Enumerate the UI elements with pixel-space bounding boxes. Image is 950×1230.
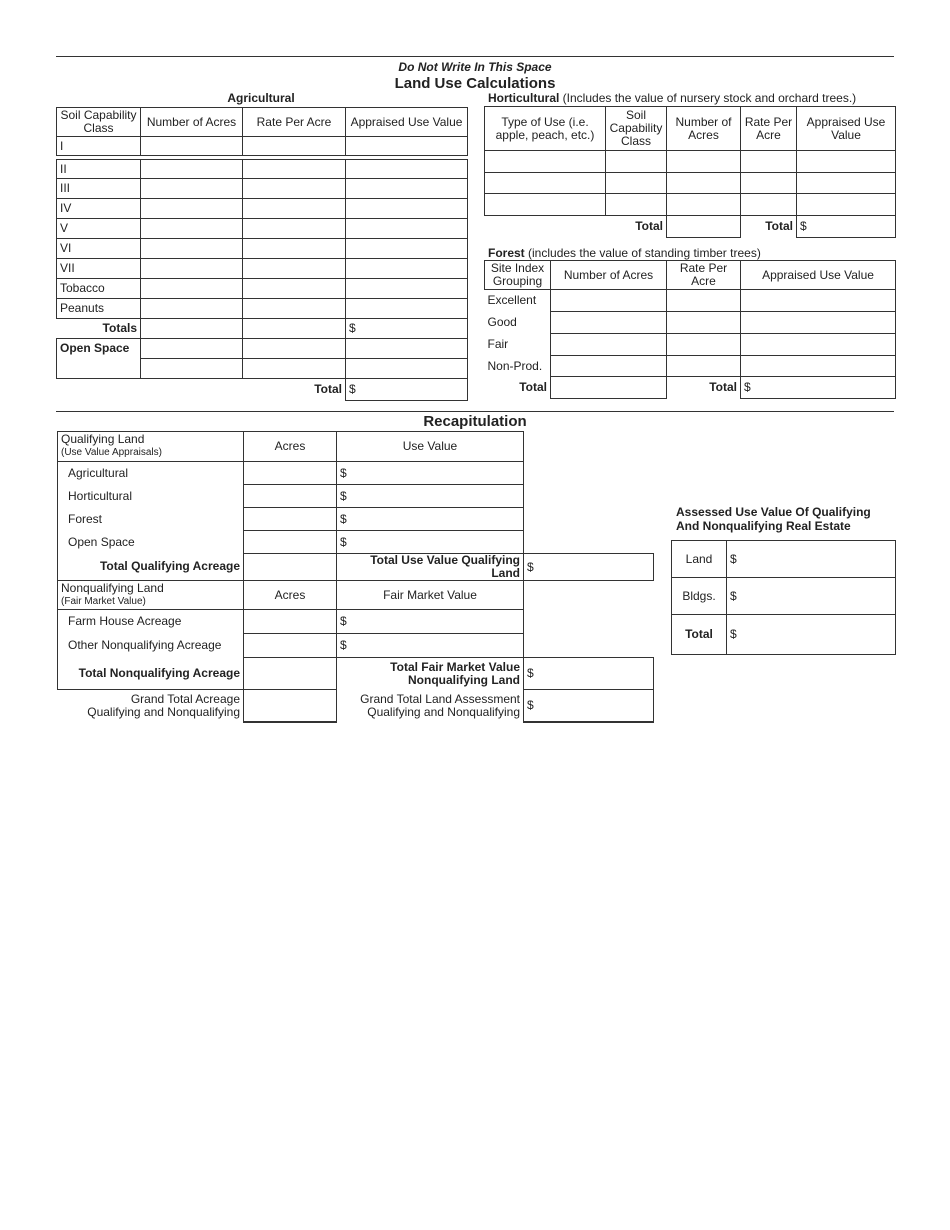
total-qualifying-acreage[interactable] [244, 554, 337, 581]
agri-acres-cell[interactable] [141, 279, 243, 299]
agri-acres-cell[interactable] [141, 137, 243, 156]
agricultural-heading: Agricultural [227, 91, 295, 105]
qualifying-value-cell[interactable] [337, 508, 524, 531]
hort-total-acres-label: Total [635, 219, 663, 234]
dollar-sign: $ [340, 614, 347, 628]
qualifying-row-label: Agricultural [58, 462, 244, 485]
qualifying-land-sub: (Use Value Appraisals) [61, 447, 162, 458]
agri-rate-cell[interactable] [243, 239, 346, 259]
nonqualifying-land-header [58, 581, 244, 610]
agri-row-label: IV [57, 199, 141, 219]
hort-total-acres[interactable] [667, 216, 741, 238]
assessed-row-label: Land [672, 541, 727, 578]
agri-acres-cell[interactable] [141, 239, 243, 259]
open-space-rate[interactable] [243, 339, 346, 359]
forest-heading-title: Forest [488, 246, 525, 260]
agri-value-cell[interactable] [346, 259, 468, 279]
recap-title: Recapitulation [423, 413, 527, 430]
agri-col-value: Appraised Use Value [346, 108, 468, 137]
open-space-rate[interactable] [243, 359, 346, 379]
hort-rate-cell[interactable] [741, 151, 797, 173]
forest-table [484, 260, 896, 399]
agri-rate-cell[interactable] [243, 299, 346, 319]
hort-value-cell[interactable] [797, 194, 896, 216]
agri-row-label: VII [57, 259, 141, 279]
hort-acres-cell[interactable] [667, 173, 741, 194]
forest-value-cell[interactable] [741, 290, 896, 312]
qualifying-acres-cell[interactable] [244, 485, 337, 508]
agri-rate-cell[interactable] [243, 179, 346, 199]
grand-total-assessment[interactable] [524, 690, 654, 722]
open-space-value[interactable] [346, 359, 468, 379]
nonqualifying-acres-cell[interactable] [244, 610, 337, 634]
agri-rate-cell[interactable] [243, 199, 346, 219]
dollar-sign: $ [340, 534, 347, 549]
hort-acres-cell[interactable] [667, 151, 741, 173]
total-fmv-label-line2: Nonqualifying Land [408, 672, 520, 687]
top-rule [56, 56, 894, 57]
total-use-value-label: Total Use Value Qualifying Land [337, 554, 524, 581]
forest-value-cell[interactable] [741, 356, 896, 377]
horticultural-heading-note: (Includes the value of nursery stock and orchard trees.) [559, 91, 857, 105]
forest-col-rate: Rate Per Acre [667, 261, 741, 290]
forest-row-label: Excellent [487, 293, 537, 308]
agri-acres-cell[interactable] [141, 299, 243, 319]
forest-total-value[interactable] [741, 377, 896, 399]
dollar-sign: $ [730, 588, 737, 603]
nonqualifying-row-label: Other Nonqualifying Acreage [58, 634, 244, 658]
agri-acres-cell[interactable] [141, 199, 243, 219]
hort-value-cell[interactable] [797, 151, 896, 173]
assessed-row-label: Bldgs. [672, 578, 727, 615]
dollar-sign: $ [527, 666, 534, 680]
recap-col-fmv: Fair Market Value [337, 581, 524, 610]
qualifying-value-cell[interactable] [337, 531, 524, 554]
forest-rate-cell[interactable] [667, 334, 741, 356]
dollar-sign: $ [340, 511, 347, 526]
agri-value-cell[interactable] [346, 299, 468, 319]
agri-value-cell[interactable] [346, 239, 468, 259]
dollar-sign: $ [744, 380, 751, 394]
hort-rate-cell[interactable] [741, 194, 797, 216]
hort-type-cell[interactable] [485, 173, 606, 194]
total-fmv-label [337, 658, 524, 690]
office-use-notice: Do Not Write In This Space [398, 60, 552, 74]
forest-row-label: Good [487, 315, 517, 329]
agri-acres-cell[interactable] [141, 219, 243, 239]
agri-col-acres: Number of Acres [141, 108, 243, 137]
assessed-land-value[interactable] [727, 541, 896, 578]
hort-col-type: Type of Use (i.e. apple, peach, etc.) [485, 107, 606, 151]
total-fmv[interactable] [524, 658, 654, 690]
forest-col-acres: Number of Acres [551, 261, 667, 290]
agri-value-cell[interactable] [346, 279, 468, 299]
assessed-total-value[interactable] [727, 615, 896, 655]
forest-row-label: Non-Prod. [487, 358, 543, 373]
grand-total-acreage-label [58, 690, 244, 722]
forest-acres-cell[interactable] [551, 356, 667, 377]
assessed-table [671, 540, 896, 655]
recap-rule [56, 411, 894, 412]
forest-rate-cell[interactable] [667, 312, 741, 334]
agri-row-label: II [57, 160, 141, 179]
horticultural-heading-title: Horticultural [488, 91, 560, 105]
dollar-sign: $ [527, 697, 534, 712]
nonqualifying-land-label: Nonqualifying Land [61, 581, 164, 595]
nonqualifying-value-cell[interactable] [337, 634, 524, 658]
qualifying-land-header [58, 432, 244, 462]
total-fmv-label-line1: Total Fair Market Value [390, 659, 520, 674]
agri-total-acres[interactable] [141, 319, 243, 339]
nonqualifying-row-label: Farm House Acreage [58, 610, 244, 634]
agricultural-table [56, 107, 468, 401]
agri-value-cell[interactable] [346, 137, 468, 156]
agri-col-class: Soil Capability Class [57, 108, 141, 137]
qualifying-row-label: Forest [58, 508, 244, 531]
grand-total-assessment-line2: Qualifying and Nonqualifying [367, 704, 520, 719]
agri-row-label: VI [57, 239, 141, 259]
forest-rate-cell[interactable] [667, 356, 741, 377]
recap-col-use-value: Use Value [337, 432, 524, 462]
grand-total-acreage[interactable] [244, 690, 337, 722]
hort-value-cell[interactable] [797, 173, 896, 194]
forest-row-label: Fair [487, 337, 509, 351]
total-nonqualifying-acreage[interactable] [244, 658, 337, 690]
hort-acres-cell[interactable] [667, 194, 741, 216]
forest-total-value-label: Total [709, 380, 737, 395]
agri-row-label: Tobacco [57, 279, 141, 299]
forest-heading [488, 246, 761, 260]
nonqualifying-land-sub: (Fair Market Value) [61, 596, 146, 607]
hort-col-acres: Number of Acres [667, 107, 741, 151]
qualifying-land-label: Qualifying Land [61, 432, 145, 446]
page-title: Land Use Calculations [394, 75, 556, 92]
total-nonqualifying-acreage-label: Total Nonqualifying Acreage [58, 658, 244, 690]
forest-heading-note: (includes the value of standing timber trees) [524, 246, 761, 260]
open-space-acres[interactable] [141, 359, 243, 379]
dollar-sign: $ [340, 638, 347, 652]
agri-value-cell[interactable] [346, 199, 468, 219]
total-use-value[interactable] [524, 554, 654, 581]
agri-acres-cell[interactable] [141, 179, 243, 199]
grand-total-acreage-line1: Grand Total Acreage [130, 691, 240, 706]
forest-col-value: Appraised Use Value [741, 261, 896, 290]
agri-rate-cell[interactable] [243, 219, 346, 239]
qualifying-acres-cell[interactable] [244, 508, 337, 531]
agri-acres-cell[interactable] [141, 259, 243, 279]
forest-value-cell[interactable] [741, 334, 896, 356]
forest-acres-cell[interactable] [551, 334, 667, 356]
qualifying-value-cell[interactable] [337, 462, 524, 485]
dollar-sign: $ [800, 219, 807, 233]
hort-col-class: Soil Capability Class [606, 107, 667, 151]
qualifying-row-label: Horticultural [58, 485, 244, 508]
agri-acres-cell[interactable] [141, 160, 243, 179]
hort-rate-cell[interactable] [741, 173, 797, 194]
agri-rate-cell[interactable] [243, 160, 346, 179]
agri-row-label: III [57, 179, 141, 199]
dollar-sign: $ [730, 551, 737, 566]
hort-class-cell[interactable] [606, 194, 667, 216]
hort-class-cell[interactable] [606, 173, 667, 194]
dollar-sign: $ [349, 321, 356, 335]
hort-col-value: Appraised Use Value [797, 107, 896, 151]
hort-class-cell[interactable] [606, 151, 667, 173]
dollar-sign: $ [340, 488, 347, 503]
agri-value-cell[interactable] [346, 160, 468, 179]
nonqualifying-acres-cell[interactable] [244, 634, 337, 658]
forest-acres-cell[interactable] [551, 290, 667, 312]
horticultural-heading [488, 91, 856, 105]
hort-col-rate: Rate Per Acre [741, 107, 797, 151]
qualifying-value-cell[interactable] [337, 485, 524, 508]
agri-grand-total-value[interactable] [346, 379, 468, 401]
hort-total-value[interactable] [797, 216, 896, 238]
hort-type-cell[interactable] [485, 151, 606, 173]
agri-col-rate: Rate Per Acre [243, 108, 346, 137]
assessed-row-label: Total [672, 615, 727, 655]
recap-col-acres: Acres [244, 432, 337, 462]
agri-totals-label: Totals [102, 321, 137, 335]
agri-total-rate[interactable] [243, 319, 346, 339]
assessed-heading: Assessed Use Value Of Qualifying And Nonqualifying Real Estate [676, 505, 871, 533]
agri-row-label: I [57, 137, 141, 156]
grand-total-acreage-line2: Qualifying and Nonqualifying [87, 704, 240, 719]
agri-row-label: Peanuts [57, 299, 141, 319]
assessed-bldgs-value[interactable] [727, 578, 896, 615]
grand-total-assessment-label [337, 690, 524, 722]
agri-grand-total-label: Total [314, 382, 342, 397]
open-space-acres[interactable] [141, 339, 243, 359]
recap-col-acres2: Acres [244, 581, 337, 610]
dollar-sign: $ [527, 559, 534, 574]
agri-rate-cell[interactable] [243, 137, 346, 156]
forest-col-site: Site Index Grouping [485, 261, 551, 290]
forest-acres-cell[interactable] [551, 312, 667, 334]
dollar-sign: $ [349, 382, 356, 396]
dollar-sign: $ [340, 465, 347, 480]
agri-row-label: V [57, 219, 141, 239]
forest-total-acres-label: Total [519, 380, 547, 394]
recap-table [57, 431, 654, 723]
open-space-label: Open Space [57, 339, 141, 379]
qualifying-acres-cell[interactable] [244, 462, 337, 485]
nonqualifying-value-cell[interactable] [337, 610, 524, 634]
agri-rate-cell[interactable] [243, 259, 346, 279]
qualifying-acres-cell[interactable] [244, 531, 337, 554]
grand-total-assessment-line1: Grand Total Land Assessment [360, 691, 520, 706]
agri-value-cell[interactable] [346, 179, 468, 199]
forest-value-cell[interactable] [741, 312, 896, 334]
hort-type-cell[interactable] [485, 194, 606, 216]
agri-total-value[interactable] [346, 319, 468, 339]
forest-rate-cell[interactable] [667, 290, 741, 312]
agri-value-cell[interactable] [346, 219, 468, 239]
total-qualifying-acreage-label: Total Qualifying Acreage [58, 554, 244, 581]
qualifying-row-label: Open Space [58, 531, 244, 554]
forest-total-acres[interactable] [551, 377, 667, 399]
agri-rate-cell[interactable] [243, 279, 346, 299]
open-space-value[interactable] [346, 339, 468, 359]
horticultural-table [484, 106, 896, 238]
hort-total-value-label: Total [765, 219, 793, 234]
dollar-sign: $ [730, 627, 737, 641]
